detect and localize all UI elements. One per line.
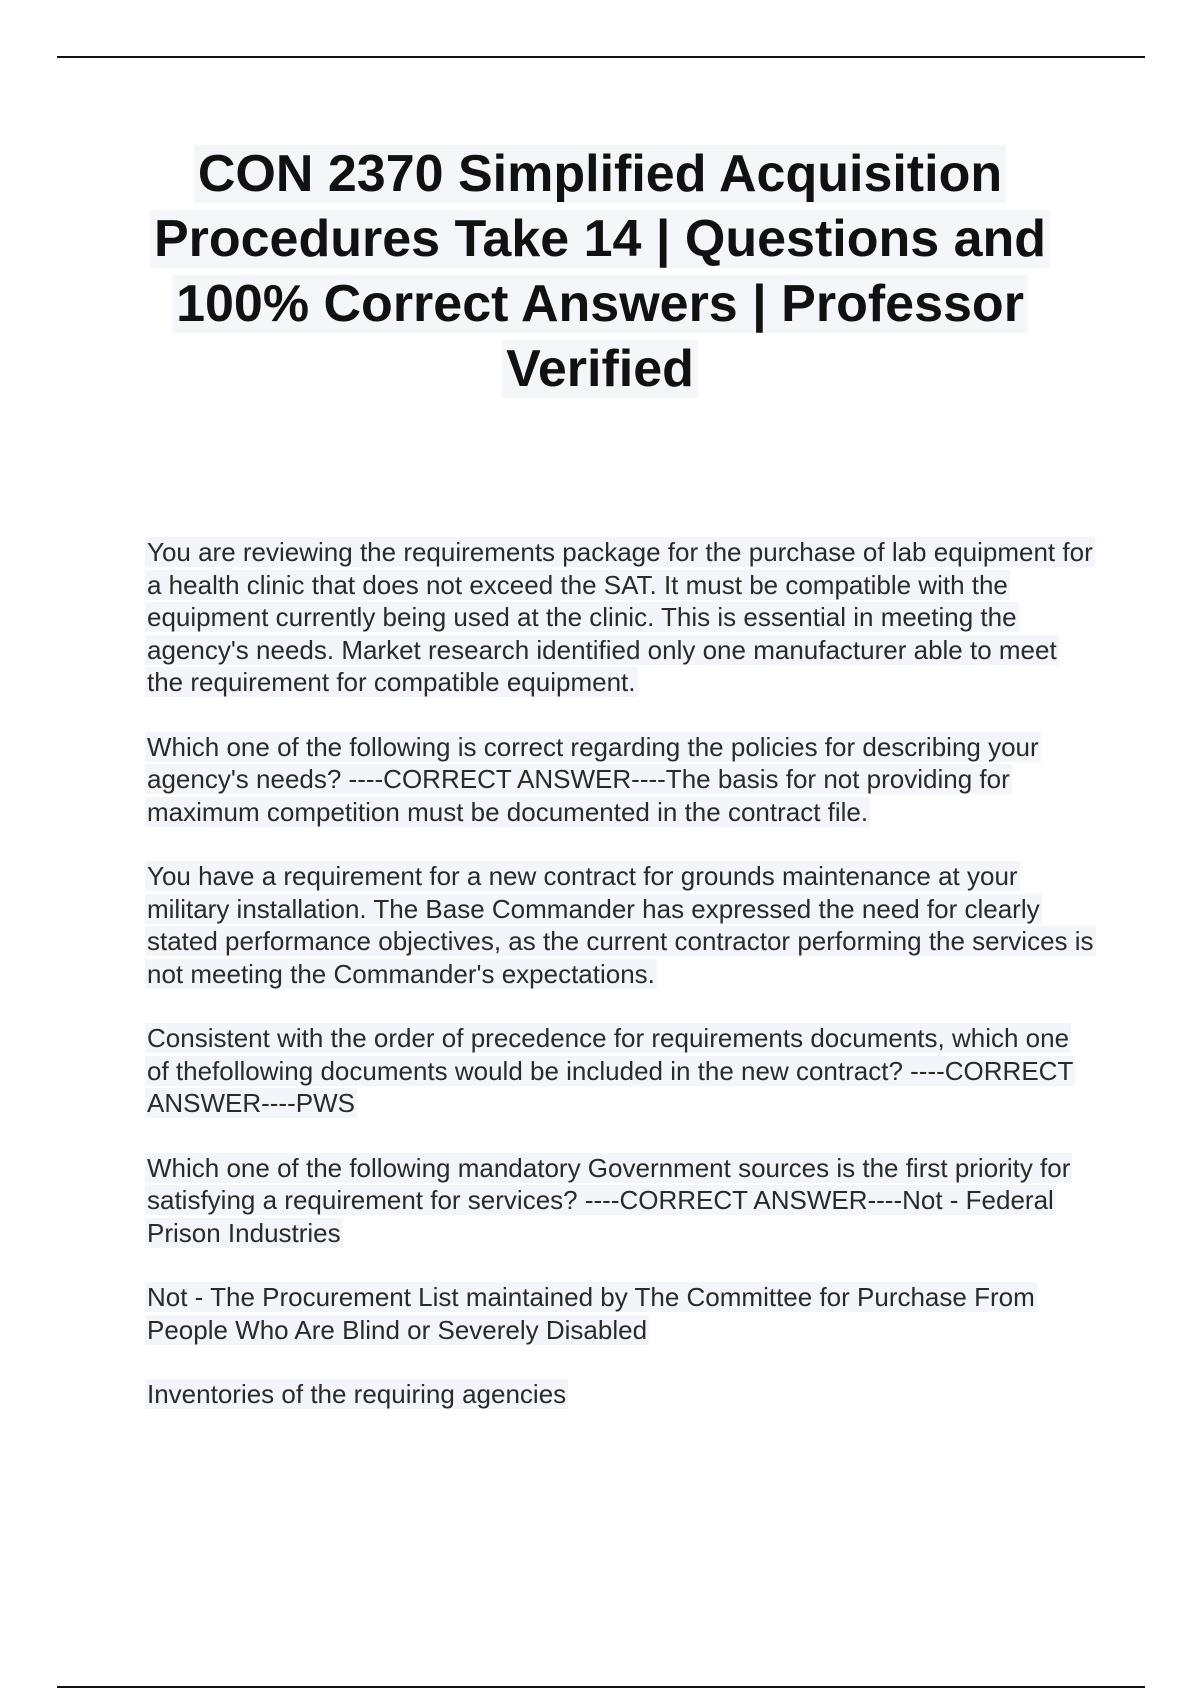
- paragraph-text: Consistent with the order of precedence for requirements documents, which one of thefollowing documents would be included in the new contract? ----CORRECT ANSWER----PWS: [147, 1023, 1074, 1118]
- page-title-container: [0, 142, 1200, 402]
- paragraph-text: Inventories of the requiring agencies: [147, 1379, 567, 1409]
- paragraph: [145, 860, 1095, 990]
- paragraph-text: You are reviewing the requirements package for the purchase of lab equipment for a health clinic that does not exceed the SAT. It must be compatible with the equipment currently being used at the clinic. This is essential in meeting the agency's needs. Market research identified only one manufacturer able to meet the requirement for compatible equipment.: [147, 537, 1093, 697]
- document-body: [145, 536, 1095, 1443]
- paragraph: [145, 1281, 1095, 1346]
- paragraph: [145, 536, 1095, 699]
- paragraph-text: Not - The Procurement List maintained by The Committee for Purchase From People Who Are Blind or Severely Disabled: [147, 1282, 1035, 1345]
- paragraph: [145, 1022, 1095, 1120]
- paragraph-text: Which one of the following is correct regarding the policies for describing your agency's needs? ----CORRECT ANSWER----The basis for not providing for maximum competition must be documented in the contract file.: [147, 731, 1039, 827]
- paragraph: [145, 1152, 1095, 1250]
- paragraph-text: You have a requirement for a new contract for grounds maintenance at your military installation. The Base Commander has expressed the need for clearly stated performance objectives, as the current contractor performing the services is not meeting the Commander's expectations.: [147, 861, 1094, 989]
- paragraph: [145, 731, 1095, 829]
- bottom-divider: [57, 1686, 1145, 1688]
- page-title: CON 2370 Simplified Acquisition Procedures Take 14 | Questions and 100% Correct Answers | Professor Verified: [150, 145, 1050, 398]
- paragraph-text: Which one of the following mandatory Government sources is the first priority for satisfying a requirement for services? ----CORRECT ANSWER----Not - Federal Prison Industries: [147, 1152, 1071, 1248]
- paragraph: [145, 1378, 1095, 1411]
- top-divider: [57, 56, 1145, 58]
